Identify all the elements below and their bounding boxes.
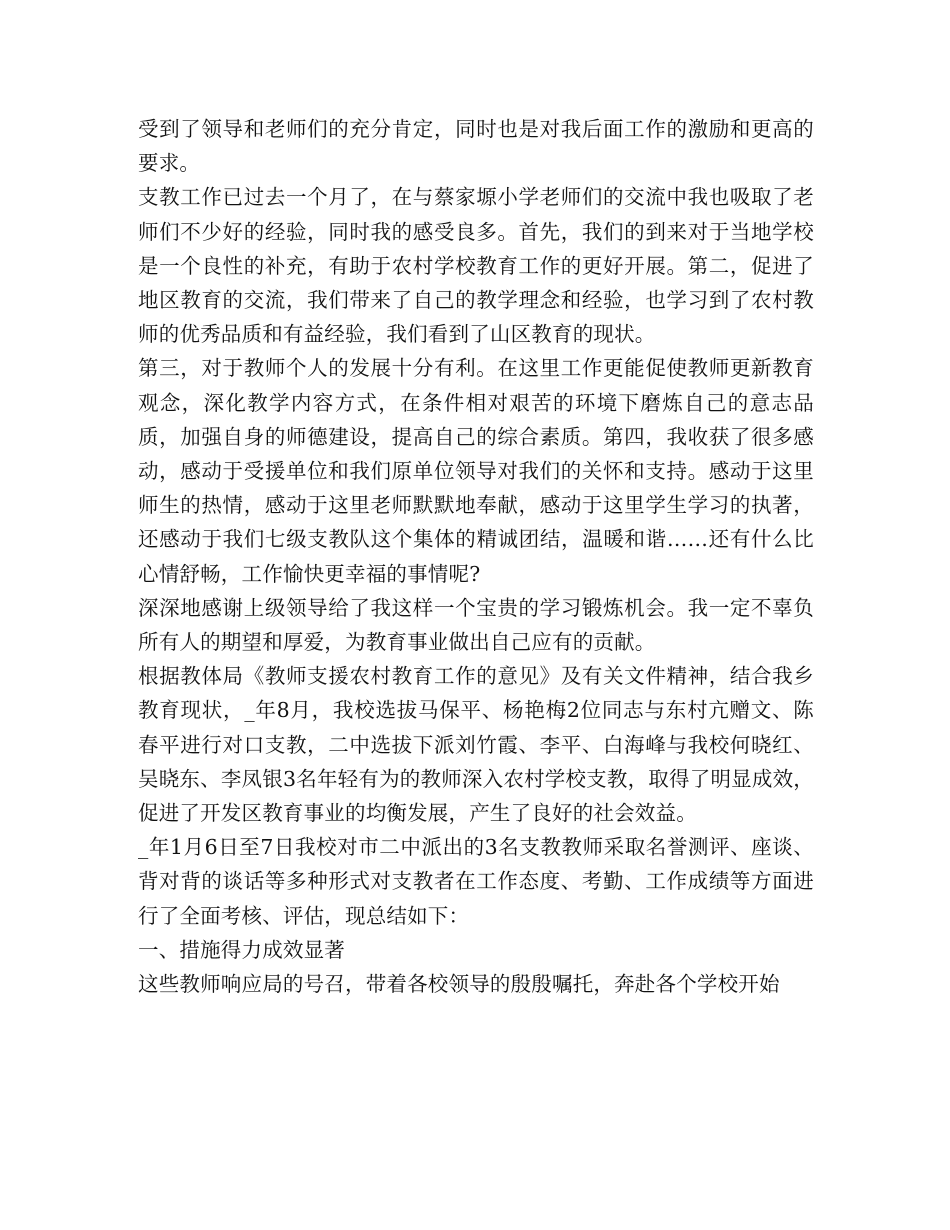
paragraph-6: _年1月6日至7日我校对市二中派出的3名支教教师采取名誉测评、座谈、背对背的谈话等多种形式对支教者在工作态度、考勤、工作成绩等方面进行了全面考核、评估，现总结如下：	[138, 835, 814, 928]
document-body	[138, 112, 814, 1001]
paragraph-7: 这些教师响应局的号召，带着各校领导的殷殷嘱托，奔赴各个学校开始	[138, 972, 780, 997]
paragraph-3: 第三，对于教师个人的发展十分有利。在这里工作更能促使教师更新教育观念，深化教学内容方式，在条件相对艰苦的环境下磨炼自己的意志品质，加强自身的师德建设，提高自己的综合素质。第四，我收获了很多感动，感动于受援单位和我们原单位领导对我们的关怀和支持。感动于这里师生的热情，感动于这里老师默默地奉献，感动于这里学生学习的执著，还感动于我们七级支教队这个集体的精诚团结，温暖和谐……还有什么比心情舒畅，工作愉快更幸福的事情呢?	[138, 356, 814, 586]
paragraph-5: 根据教体局《教师支援农村教育工作的意见》及有关文件精神，结合我乡教育现状，_年8月，我校选拔马保平、杨艳梅2位同志与东村亢赠文、陈春平进行对口支教，二中选拔下派刘竹霞、李平、白海峰与我校何晓红、吴晓东、李凤银3名年轻有为的教师深入农村学校支教，取得了明显成效，促进了开发区教育事业的均衡发展，产生了良好的社会效益。	[138, 664, 814, 826]
section-heading: 一、措施得力成效显著	[138, 937, 345, 962]
paragraph-2: 支教工作已过去一个月了，在与蔡家塬小学老师们的交流中我也吸取了老师们不少好的经验，同时我的感受良多。首先，我们的到来对于当地学校是一个良性的补充，有助于农村学校教育工作的更好开展。第二，促进了地区教育的交流，我们带来了自己的教学理念和经验，也学习到了农村教师的优秀品质和有益经验，我们看到了山区教育的现状。	[138, 185, 814, 347]
paragraph-4: 深深地感谢上级领导给了我这样一个宝贵的学习锻炼机会。我一定不辜负所有人的期望和厚爱，为教育事业做出自己应有的贡献。	[138, 595, 814, 655]
paragraph-1: 受到了领导和老师们的充分肯定，同时也是对我后面工作的激励和更高的要求。	[138, 117, 814, 176]
